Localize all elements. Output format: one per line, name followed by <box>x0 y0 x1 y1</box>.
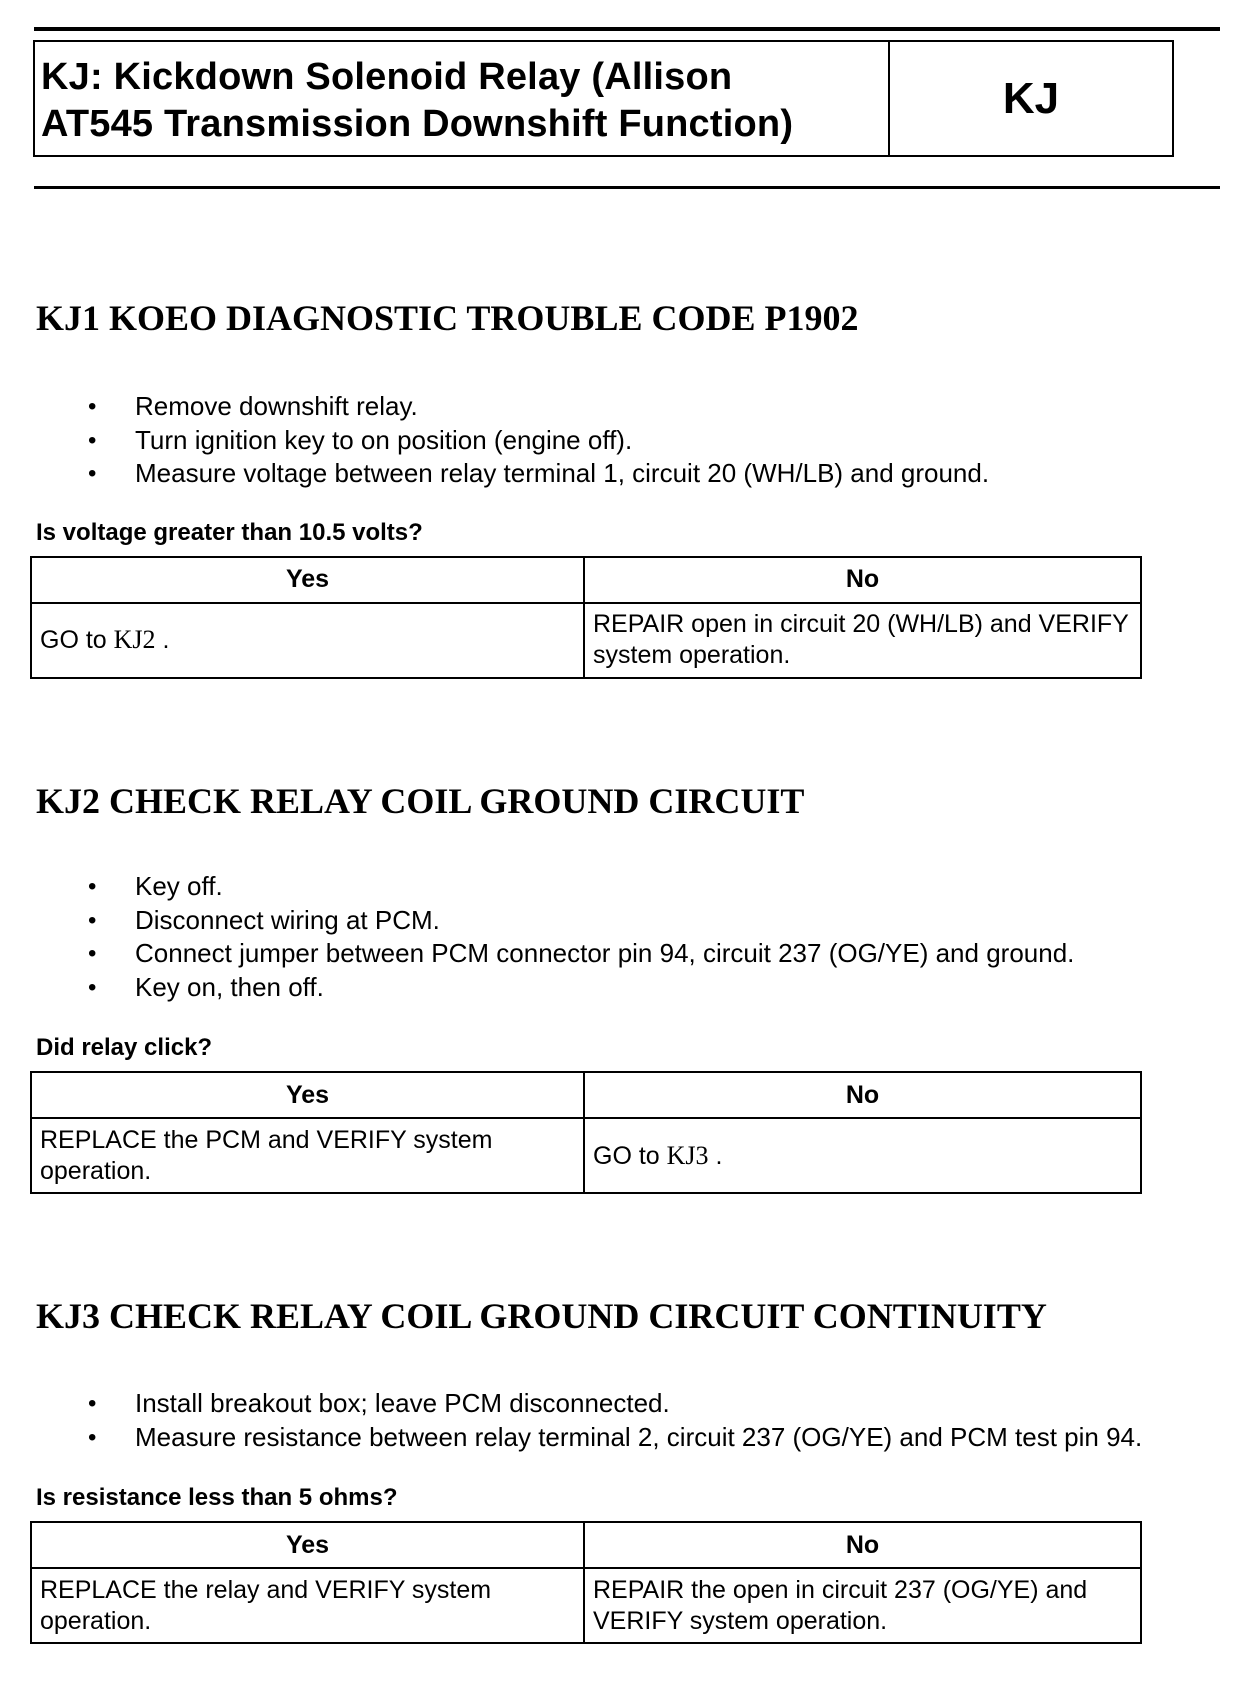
yes-header: Yes <box>31 557 584 603</box>
list-item: • Install breakout box; leave PCM disconnected. <box>36 1387 1216 1421</box>
table-row <box>31 603 1141 678</box>
yes-cell: REPLACE the PCM and VERIFY system operation. <box>31 1118 584 1193</box>
no-header: No <box>584 1072 1141 1118</box>
step-kj3 <box>36 1295 1216 1644</box>
step-link-kj2[interactable]: KJ2 <box>113 625 156 654</box>
question: Did relay click? <box>36 1034 213 1061</box>
no-header: No <box>584 557 1141 603</box>
answer-table <box>30 1521 1142 1644</box>
no-cell: REPAIR open in circuit 20 (WH/LB) and VERIFY system operation. <box>584 603 1141 678</box>
table-header-row <box>31 557 1141 603</box>
instruction-list <box>36 870 1216 1004</box>
yes-cell: REPLACE the relay and VERIFY system operation. <box>31 1568 584 1643</box>
step-kj2 <box>36 780 1216 1194</box>
list-item: • Key off. <box>36 870 1216 904</box>
list-item: • Disconnect wiring at PCM. <box>36 904 1216 938</box>
table-row <box>31 1118 1141 1193</box>
page-header <box>33 40 1174 157</box>
answer-table <box>30 556 1142 679</box>
yes-text: GO to <box>40 626 114 654</box>
yes-cell <box>31 603 584 678</box>
page-title-line1: KJ: Kickdown Solenoid Relay (Allison <box>41 56 733 98</box>
list-item: • Connect jumper between PCM connector pin 94, circuit 237 (OG/YE) and ground. <box>36 937 1216 971</box>
table-header-row <box>31 1522 1141 1568</box>
step-heading: KJ3 CHECK RELAY COIL GROUND CIRCUIT CONTINUITY <box>36 1296 1047 1336</box>
section-code: KJ <box>1002 73 1060 123</box>
page-title-line2: AT545 Transmission Downshift Function) <box>41 103 794 145</box>
question: Is voltage greater than 10.5 volts? <box>36 518 423 546</box>
list-item: • Turn ignition key to on position (engine off). <box>36 424 1216 458</box>
list-item: • Measure voltage between relay terminal 1, circuit 20 (WH/LB) and ground. <box>36 457 1216 491</box>
list-item: • Measure resistance between relay terminal 2, circuit 237 (OG/YE) and PCM test pin 94. <box>36 1421 1216 1455</box>
step-kj1 <box>36 297 1216 679</box>
table-row <box>31 1568 1141 1643</box>
list-item: • Key on, then off. <box>36 971 1216 1005</box>
no-cell: REPAIR the open in circuit 237 (OG/YE) and VERIFY system operation. <box>584 1568 1141 1643</box>
top-rule <box>34 27 1220 31</box>
step-heading: KJ1 KOEO DIAGNOSTIC TROUBLE CODE P1902 <box>36 298 859 338</box>
yes-header: Yes <box>31 1072 584 1118</box>
no-text: GO to <box>593 1141 667 1170</box>
page-title <box>35 42 890 155</box>
yes-header: Yes <box>31 1522 584 1568</box>
header-bottom-rule <box>34 186 1220 189</box>
step-link-kj3[interactable]: KJ3 <box>666 1140 709 1170</box>
table-header-row <box>31 1072 1141 1118</box>
step-heading: KJ2 CHECK RELAY COIL GROUND CIRCUIT <box>36 781 805 821</box>
list-item: • Remove downshift relay. <box>36 390 1216 424</box>
no-suffix: . <box>708 1141 723 1170</box>
question: Is resistance less than 5 ohms? <box>36 1484 398 1511</box>
no-cell <box>584 1118 1141 1193</box>
instruction-list <box>36 1387 1216 1454</box>
instruction-list <box>36 390 1216 491</box>
yes-suffix: . <box>155 626 170 654</box>
answer-table <box>30 1071 1142 1194</box>
no-header: No <box>584 1522 1141 1568</box>
